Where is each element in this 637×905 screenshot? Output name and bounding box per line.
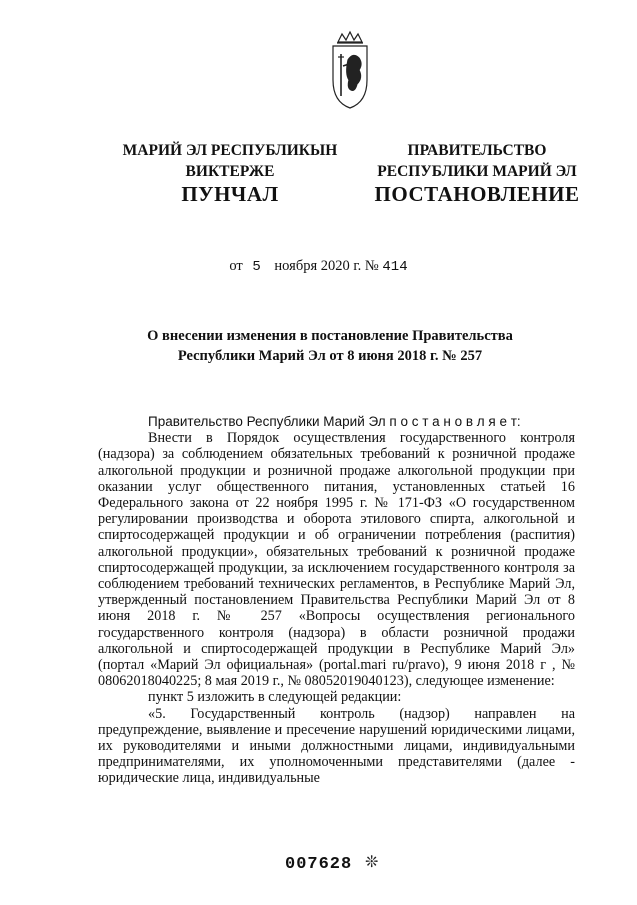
header-right-line1: ПРАВИТЕЛЬСТВО [407,142,547,159]
subject-line1: О внесении изменения в постановление Правительства [147,328,513,344]
body-intro: Правительство Республики Марий Эл п о с т а н о в л я е т: [148,414,521,429]
serial-number: 007628 [285,855,353,874]
header-right-title: ПОСТАНОВЛЕНИЕ [374,182,580,206]
document-subject [60,326,600,366]
body-paragraph-1: Внести в Порядок осуществления государственного контроля (надзора) за соблюдением обязательных требований к розничной продаже алкогольной продукции и розничной продаже алкогольной продукции при оказании услуг общественного питания, установленных статьей 16 Федерального закона от 22 ноября 1995 г. № 171-ФЗ «О государственном регулировании производства и оборота этилового спирта, алкогольной и спиртосодержащей продукции и об ограничении потребления (распития) алкогольной продукции», обязательных требований к розничной продаже спиртосодержащей продукции, за исключением государственного контроля за соблюдением требований технических регламентов, в Республике Марий Эл, утвержденный постановлением Правительства Республики Марий Эл от 8 июня 2018 г. № 257 «Вопросы осуществления регионального государственного контроля (надзора) в области розничной продажи алкогольной и спиртосодержащей продукции в Республике Марий Эл» (портал «Марий Эл официальная» (portal.mari ru/pravo), 9 июня 2018 г , № 08062018040225; 8 мая 2019 г., № 08052019040123), следующее изменение: [98,430,575,690]
document-number: 414 [382,259,408,275]
date-day: 5 [252,259,261,275]
header-left-title: ПУНЧАЛ [181,182,279,206]
document-body [98,414,575,787]
header-left-line1: МАРИЙ ЭЛ РЕСПУБЛИКЫН [122,142,338,159]
header-left-org [105,140,355,182]
header-right-org [357,140,597,182]
ornament-mark: ❊ [365,854,379,871]
coat-of-arms-emblem [325,30,375,110]
date-prefix: от [229,258,243,274]
header-left-line2: ВИКТЕРЖЕ [185,163,275,180]
header-right-line2: РЕСПУБЛИКИ МАРИЙ ЭЛ [377,163,577,180]
body-paragraph-2: пункт 5 изложить в следующей редакции: [148,689,402,706]
date-line [0,258,637,275]
date-month-year: ноября 2020 г. № [274,258,379,274]
body-paragraph-3: «5. Государственный контроль (надзор) направлен на предупреждение, выявление и пресечение нарушений юридическими лицами, их руководителями и иными должностными лицами, индивидуальными предпринимателями, их уполномоченными представителями (далее - юридические лица, индивидуальные [98,705,575,787]
subject-line2: Республики Марий Эл от 8 июня 2018 г. № 257 [177,348,483,364]
